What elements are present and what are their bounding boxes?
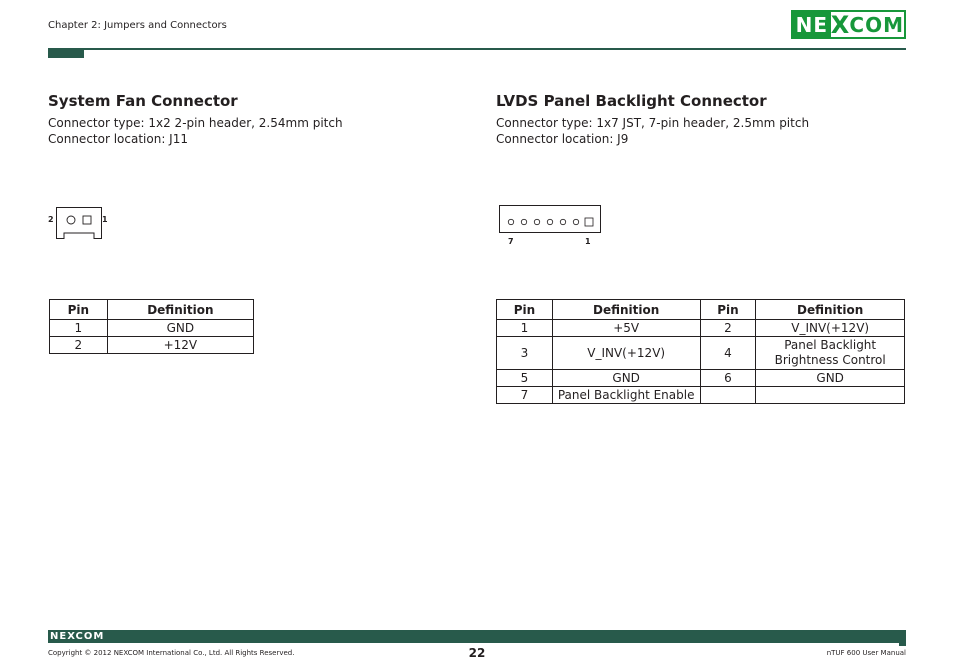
lvds-section-title: LVDS Panel Backlight Connector	[496, 92, 767, 110]
header-rule	[48, 48, 906, 50]
footer-logo: NEXCOM	[50, 631, 105, 642]
fan-pin-label-right: 1	[102, 215, 108, 224]
table-cell: 2	[50, 337, 108, 354]
fan-connector-type: Connector type: 1x2 2-pin header, 2.54mm pitch	[48, 116, 343, 130]
fan-connector-location: Connector location: J11	[48, 132, 188, 146]
table-cell: GND	[756, 370, 905, 387]
table-cell: Panel Backlight Enable	[552, 387, 700, 404]
column-header: Definition	[552, 300, 700, 320]
lvds-pin-table	[496, 299, 905, 404]
logo-x: X	[830, 10, 850, 39]
copyright-text: Copyright © 2012 NEXCOM International Co., Ltd. All Rights Reserved.	[48, 649, 295, 657]
fan-pin-label-left: 2	[48, 215, 54, 224]
table-cell	[700, 387, 756, 404]
table-cell: V_INV(+12V)	[756, 320, 905, 337]
table-cell: 2	[700, 320, 756, 337]
logo-com: COM	[849, 12, 904, 37]
table-cell: +12V	[107, 337, 253, 354]
column-header: Definition	[107, 300, 253, 320]
table-row	[497, 370, 905, 387]
table-row	[50, 337, 254, 354]
table-row	[497, 337, 905, 370]
table-cell: V_INV(+12V)	[552, 337, 700, 370]
lvds-pin-label-right: 1	[585, 237, 591, 246]
footer-square-icon	[890, 630, 897, 637]
fan-section-title: System Fan Connector	[48, 92, 238, 110]
table-cell: 5	[497, 370, 553, 387]
table-cell: 1	[497, 320, 553, 337]
footer-bar	[48, 630, 906, 643]
table-cell: Panel Backlight Brightness Control	[756, 337, 905, 370]
table-cell: +5V	[552, 320, 700, 337]
column-header: Pin	[700, 300, 756, 320]
table-cell: GND	[107, 320, 253, 337]
table-cell: 1	[50, 320, 108, 337]
table-row	[50, 320, 254, 337]
column-header: Pin	[50, 300, 108, 320]
lvds-connector-diagram	[499, 205, 601, 234]
fan-connector-diagram	[56, 207, 102, 240]
table-cell: 4	[700, 337, 756, 370]
lvds-connector-location: Connector location: J9	[496, 132, 629, 146]
column-header: Pin	[497, 300, 553, 320]
page-number: 22	[468, 646, 486, 660]
manual-title: nTUF 600 User Manual	[826, 649, 906, 657]
nexcom-logo	[791, 10, 906, 39]
fan-pin-table	[49, 299, 254, 354]
header-rule-accent	[48, 48, 84, 58]
table-cell: GND	[552, 370, 700, 387]
table-cell: 7	[497, 387, 553, 404]
footer-square-icon	[899, 639, 906, 646]
table-cell: 6	[700, 370, 756, 387]
table-row	[497, 387, 905, 404]
lvds-connector-type: Connector type: 1x7 JST, 7-pin header, 2.5mm pitch	[496, 116, 810, 130]
table-header-row	[50, 300, 254, 320]
lvds-pin-label-left: 7	[508, 237, 514, 246]
chapter-heading: Chapter 2: Jumpers and Connectors	[48, 20, 227, 31]
logo-ne: NE	[793, 12, 831, 37]
table-row	[497, 320, 905, 337]
table-cell	[756, 387, 905, 404]
table-cell: 3	[497, 337, 553, 370]
column-header: Definition	[756, 300, 905, 320]
table-header-row	[497, 300, 905, 320]
